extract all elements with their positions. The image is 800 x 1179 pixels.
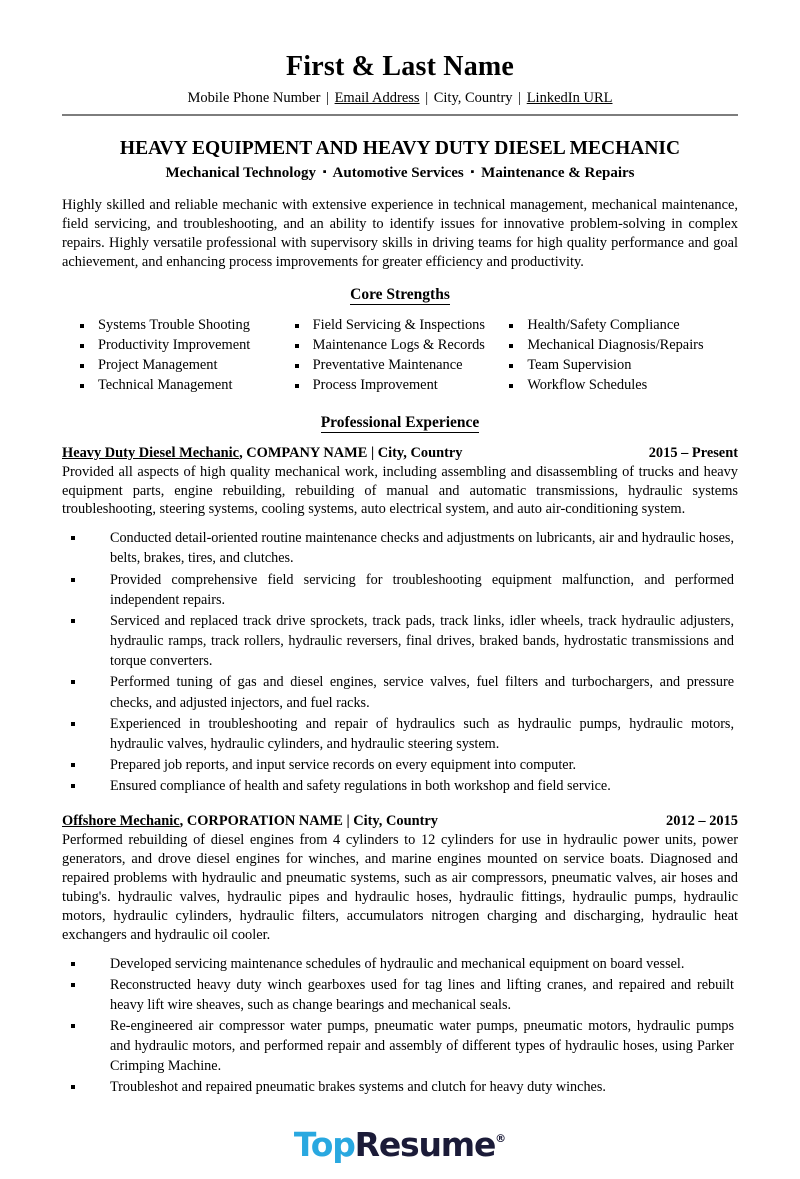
bullet-separator-icon: ▪ xyxy=(470,165,475,178)
subheadline-part-2: Maintenance & Repairs xyxy=(481,164,635,181)
linkedin-link[interactable]: LinkedIn URL xyxy=(526,89,613,106)
job-title: Offshore Mechanic xyxy=(62,813,180,830)
footer xyxy=(62,1114,738,1179)
resume-header xyxy=(62,52,738,116)
job-title: Heavy Duty Diesel Mechanic xyxy=(62,444,240,461)
email-link[interactable]: Email Address xyxy=(334,89,420,106)
list-item: Conducted detail-oriented routine maintenance checks and adjustments on lubricants, air and hydraulic hoses, belts, brakes, tires, and clutches. xyxy=(62,528,734,568)
list-item: Preventative Maintenance xyxy=(291,356,506,376)
list-item: Prepared job reports, and input service records on every equipment into computer. xyxy=(62,755,734,775)
job-dates: 2015 – Present xyxy=(648,444,738,461)
list-item: Performed tuning of gas and diesel engines, service valves, fuel filters and turbochargers, and pressure checks, and adjusted injectors, and fuel racks. xyxy=(62,672,734,712)
professional-summary: Highly skilled and reliable mechanic with extensive experience in technical management, mechanical maintenance, field servicing, and troubleshooting, and an ability to identify issues for innovative problem-solving in complex repairs. Highly versatile professional with supervisory skills in driving teams for high quality performance and goal achievement, and enhancing process improvements for greater efficiency and productivity. xyxy=(62,196,738,271)
professional-subheadline xyxy=(62,164,738,182)
subheadline-part-1: Automotive Services xyxy=(332,164,464,181)
logo-resume-text: Resume xyxy=(354,1124,496,1164)
core-strengths-grid xyxy=(62,316,738,396)
job-header xyxy=(62,812,738,830)
registered-trademark-icon: ® xyxy=(495,1131,507,1145)
list-item: Workflow Schedules xyxy=(505,376,720,396)
contact-separator: | xyxy=(425,89,429,106)
phone-text: Mobile Phone Number xyxy=(187,89,321,106)
core-strengths-heading-text: Core Strengths xyxy=(350,286,450,304)
list-item: Systems Trouble Shooting xyxy=(76,316,291,336)
list-item: Field Servicing & Inspections xyxy=(291,316,506,336)
candidate-name: First & Last Name xyxy=(285,51,515,82)
list-item: Serviced and replaced track drive sprockets, track pads, track links, idler wheels, track hydraulic adjusters, hydraulic ramps, track rollers, hydraulic reversers, final drives, braked bands, hydrostatic transmissions and torque converters. xyxy=(62,611,734,671)
job-company: , CORPORATION NAME | City, Country xyxy=(179,813,438,830)
professional-headline: HEAVY EQUIPMENT AND HEAVY DUTY DIESEL MECHANIC xyxy=(119,138,681,160)
list-item: Reconstructed heavy duty winch gearboxes used for tag lines and lifting cranes, and repaired and rebuilt heavy lift wire sheaves, such as change bearings and mechanical seals. xyxy=(62,975,734,1015)
contact-line xyxy=(62,90,738,107)
list-item: Provided comprehensive field servicing for troubleshooting equipment malfunction, and performed independent repairs. xyxy=(62,570,734,610)
section-heading-professional-experience xyxy=(62,414,738,432)
job-bullet-list xyxy=(62,954,738,1098)
job-company: , COMPANY NAME | City, Country xyxy=(239,444,463,461)
core-strengths-column-2 xyxy=(291,316,506,396)
contact-separator: | xyxy=(326,89,329,106)
core-strengths-column-1 xyxy=(76,316,291,396)
job-dates: 2012 – 2015 xyxy=(666,813,738,830)
logo-top-text: Top xyxy=(293,1124,355,1164)
list-item: Process Improvement xyxy=(291,376,506,396)
list-item: Technical Management xyxy=(76,376,291,396)
core-strengths-column-3 xyxy=(505,316,720,396)
list-item: Maintenance Logs & Records xyxy=(291,336,506,356)
job-bullet-list xyxy=(62,528,738,796)
list-item: Experienced in troubleshooting and repair of hydraulics such as hydraulic pumps, hydraulic motors, hydraulic valves, hydraulic cylinders, and hydraulic steering system. xyxy=(62,714,734,754)
list-item: Troubleshot and repaired pneumatic brakes systems and clutch for heavy duty winches. xyxy=(62,1077,734,1097)
job-summary: Provided all aspects of high quality mechanical work, including assembling and disassembling of trucks and heavy equipment parts, engine rebuilding, rebuilding of manual and automatic transmissions, hydraulic systems troubleshooting, steering systems, cooling systems, auto electrical system, and auto air-conditioning system. xyxy=(62,463,738,518)
topresume-logo xyxy=(293,1124,507,1164)
list-item: Project Management xyxy=(76,356,291,376)
experience-entry xyxy=(62,444,738,797)
subheadline-part-0: Mechanical Technology xyxy=(165,164,316,181)
list-item: Re-engineered air compressor water pumps, pneumatic water pumps, pneumatic motors, hydraulic pumps and hydraulic motors, and performed repair and assembly of different types of hydraulic hoses, using Parker Crimping Machine. xyxy=(62,1016,734,1076)
list-item: Health/Safety Compliance xyxy=(505,316,720,336)
job-header-left xyxy=(62,812,438,830)
list-item: Mechanical Diagnosis/Repairs xyxy=(505,336,720,356)
list-item: Productivity Improvement xyxy=(76,336,291,356)
job-header xyxy=(62,444,738,462)
job-summary: Performed rebuilding of diesel engines from 4 cylinders to 12 cylinders for use in hydraulic power units, power generators, and drove diesel engines for winches, and marine engines mounted on service boats. Diagnosed and repaired problems with hydraulic and pneumatic systems, such as air compressors, pneumatic valves, air hoses and tubing's. hydraulic valves, hydraulic pipes and hydraulic hoses, hydraulic fittings, hydraulic pumps, hydraulic motors, hydraulic cylinders, hydraulic filters, accumulators nitrogen charging and discharging, hydraulic heat exchangers and hydraulic oil cooler. xyxy=(62,832,738,943)
bullet-separator-icon: ▪ xyxy=(322,165,327,178)
header-divider xyxy=(62,114,738,116)
job-header-left xyxy=(62,444,462,462)
section-heading-core-strengths xyxy=(62,286,738,304)
list-item: Developed servicing maintenance schedules of hydraulic and mechanical equipment on board vessel. xyxy=(62,954,734,974)
location-text: City, Country xyxy=(433,89,513,106)
list-item: Team Supervision xyxy=(505,356,720,376)
list-item: Ensured compliance of health and safety regulations in both workshop and field service. xyxy=(62,776,734,796)
contact-separator: | xyxy=(518,89,522,106)
experience-entry xyxy=(62,812,738,1097)
professional-experience-heading-text: Professional Experience xyxy=(320,413,480,431)
